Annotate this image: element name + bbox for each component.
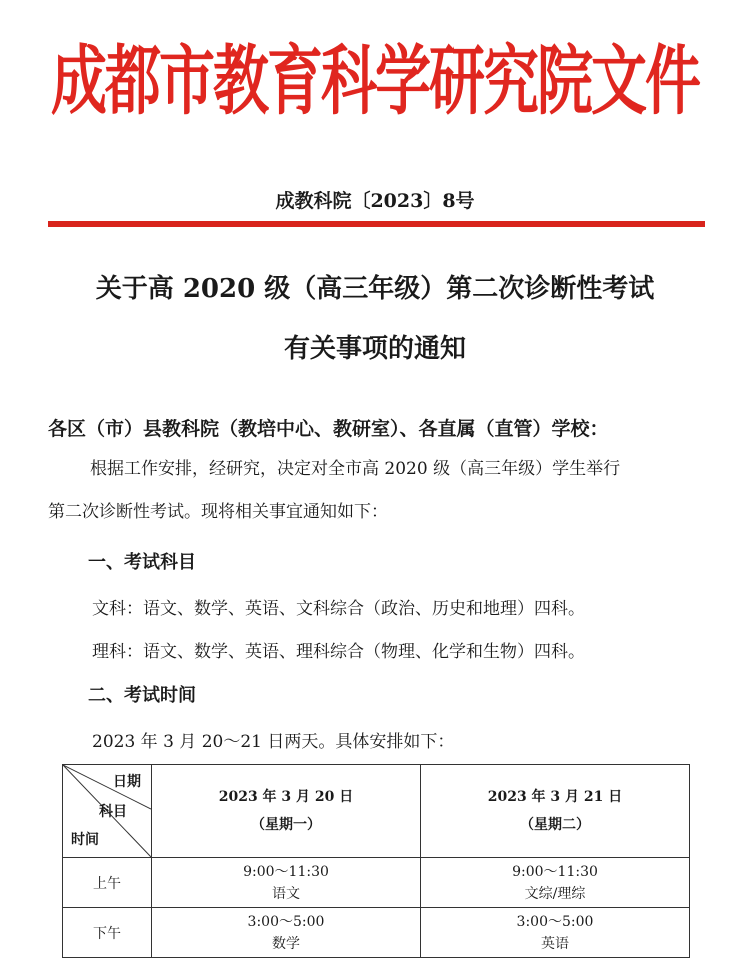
table-header-diagonal-cell [63, 765, 152, 858]
intro-line2: 第二次诊断性考试。现将相关事宜通知如下： [48, 502, 388, 522]
notice-title-line2: 有关事项的通知 [283, 334, 466, 364]
cell-time: 9:00～11:30 [243, 863, 329, 880]
day2-header [421, 765, 690, 858]
exam-schedule-table [62, 764, 690, 958]
header-time-label: 时间 [71, 832, 99, 848]
section2-heading: 二、考试时间 [88, 685, 196, 706]
document-number: 成教科院〔2023〕8号 [275, 190, 475, 212]
afternoon-day1-cell [152, 908, 421, 958]
cell-subject: 语文 [272, 885, 300, 902]
day1-header [152, 765, 421, 858]
table-row-afternoon [63, 908, 690, 958]
header-date-label: 日期 [113, 774, 141, 790]
morning-day1-cell [152, 858, 421, 908]
section1-heading: 一、考试科目 [88, 552, 196, 573]
red-divider [48, 221, 705, 227]
cell-time: 3:00～5:00 [516, 913, 594, 930]
day1-date: 2023 年 3 月 20 日 [218, 789, 354, 805]
notice-title-line1: 关于高 2020 级（高三年级）第二次诊断性考试 [95, 274, 655, 304]
cell-time: 9:00～11:30 [512, 863, 598, 880]
cell-subject: 英语 [541, 935, 569, 952]
exam-dates-summary: 2023 年 3 月 20～21 日两天。具体安排如下： [92, 732, 455, 752]
table-row-morning [63, 858, 690, 908]
cell-time: 3:00～5:00 [247, 913, 325, 930]
science-subjects: 理科：语文、数学、英语、理科综合（物理、化学和生物）四科。 [92, 642, 585, 662]
period-afternoon: 下午 [63, 908, 152, 958]
header-subject-label: 科目 [99, 804, 127, 820]
document-masthead: 成都市教育科学研究院文件 [51, 38, 699, 126]
day2-weekday: （星期二） [520, 817, 590, 833]
cell-subject: 文综/理综 [524, 885, 586, 902]
morning-day2-cell [421, 858, 690, 908]
day2-date: 2023 年 3 月 21 日 [487, 789, 623, 805]
salutation: 各区（市）县教科院（教培中心、教研室）、各直属（直管）学校： [48, 418, 609, 440]
arts-subjects: 文科：语文、数学、英语、文科综合（政治、历史和地理）四科。 [92, 599, 585, 619]
cell-subject: 数学 [272, 935, 300, 952]
intro-line1: 根据工作安排，经研究，决定对全市高 2020 级（高三年级）学生举行 [90, 459, 621, 479]
day1-weekday: （星期一） [251, 817, 321, 833]
period-morning: 上午 [63, 858, 152, 908]
afternoon-day2-cell [421, 908, 690, 958]
